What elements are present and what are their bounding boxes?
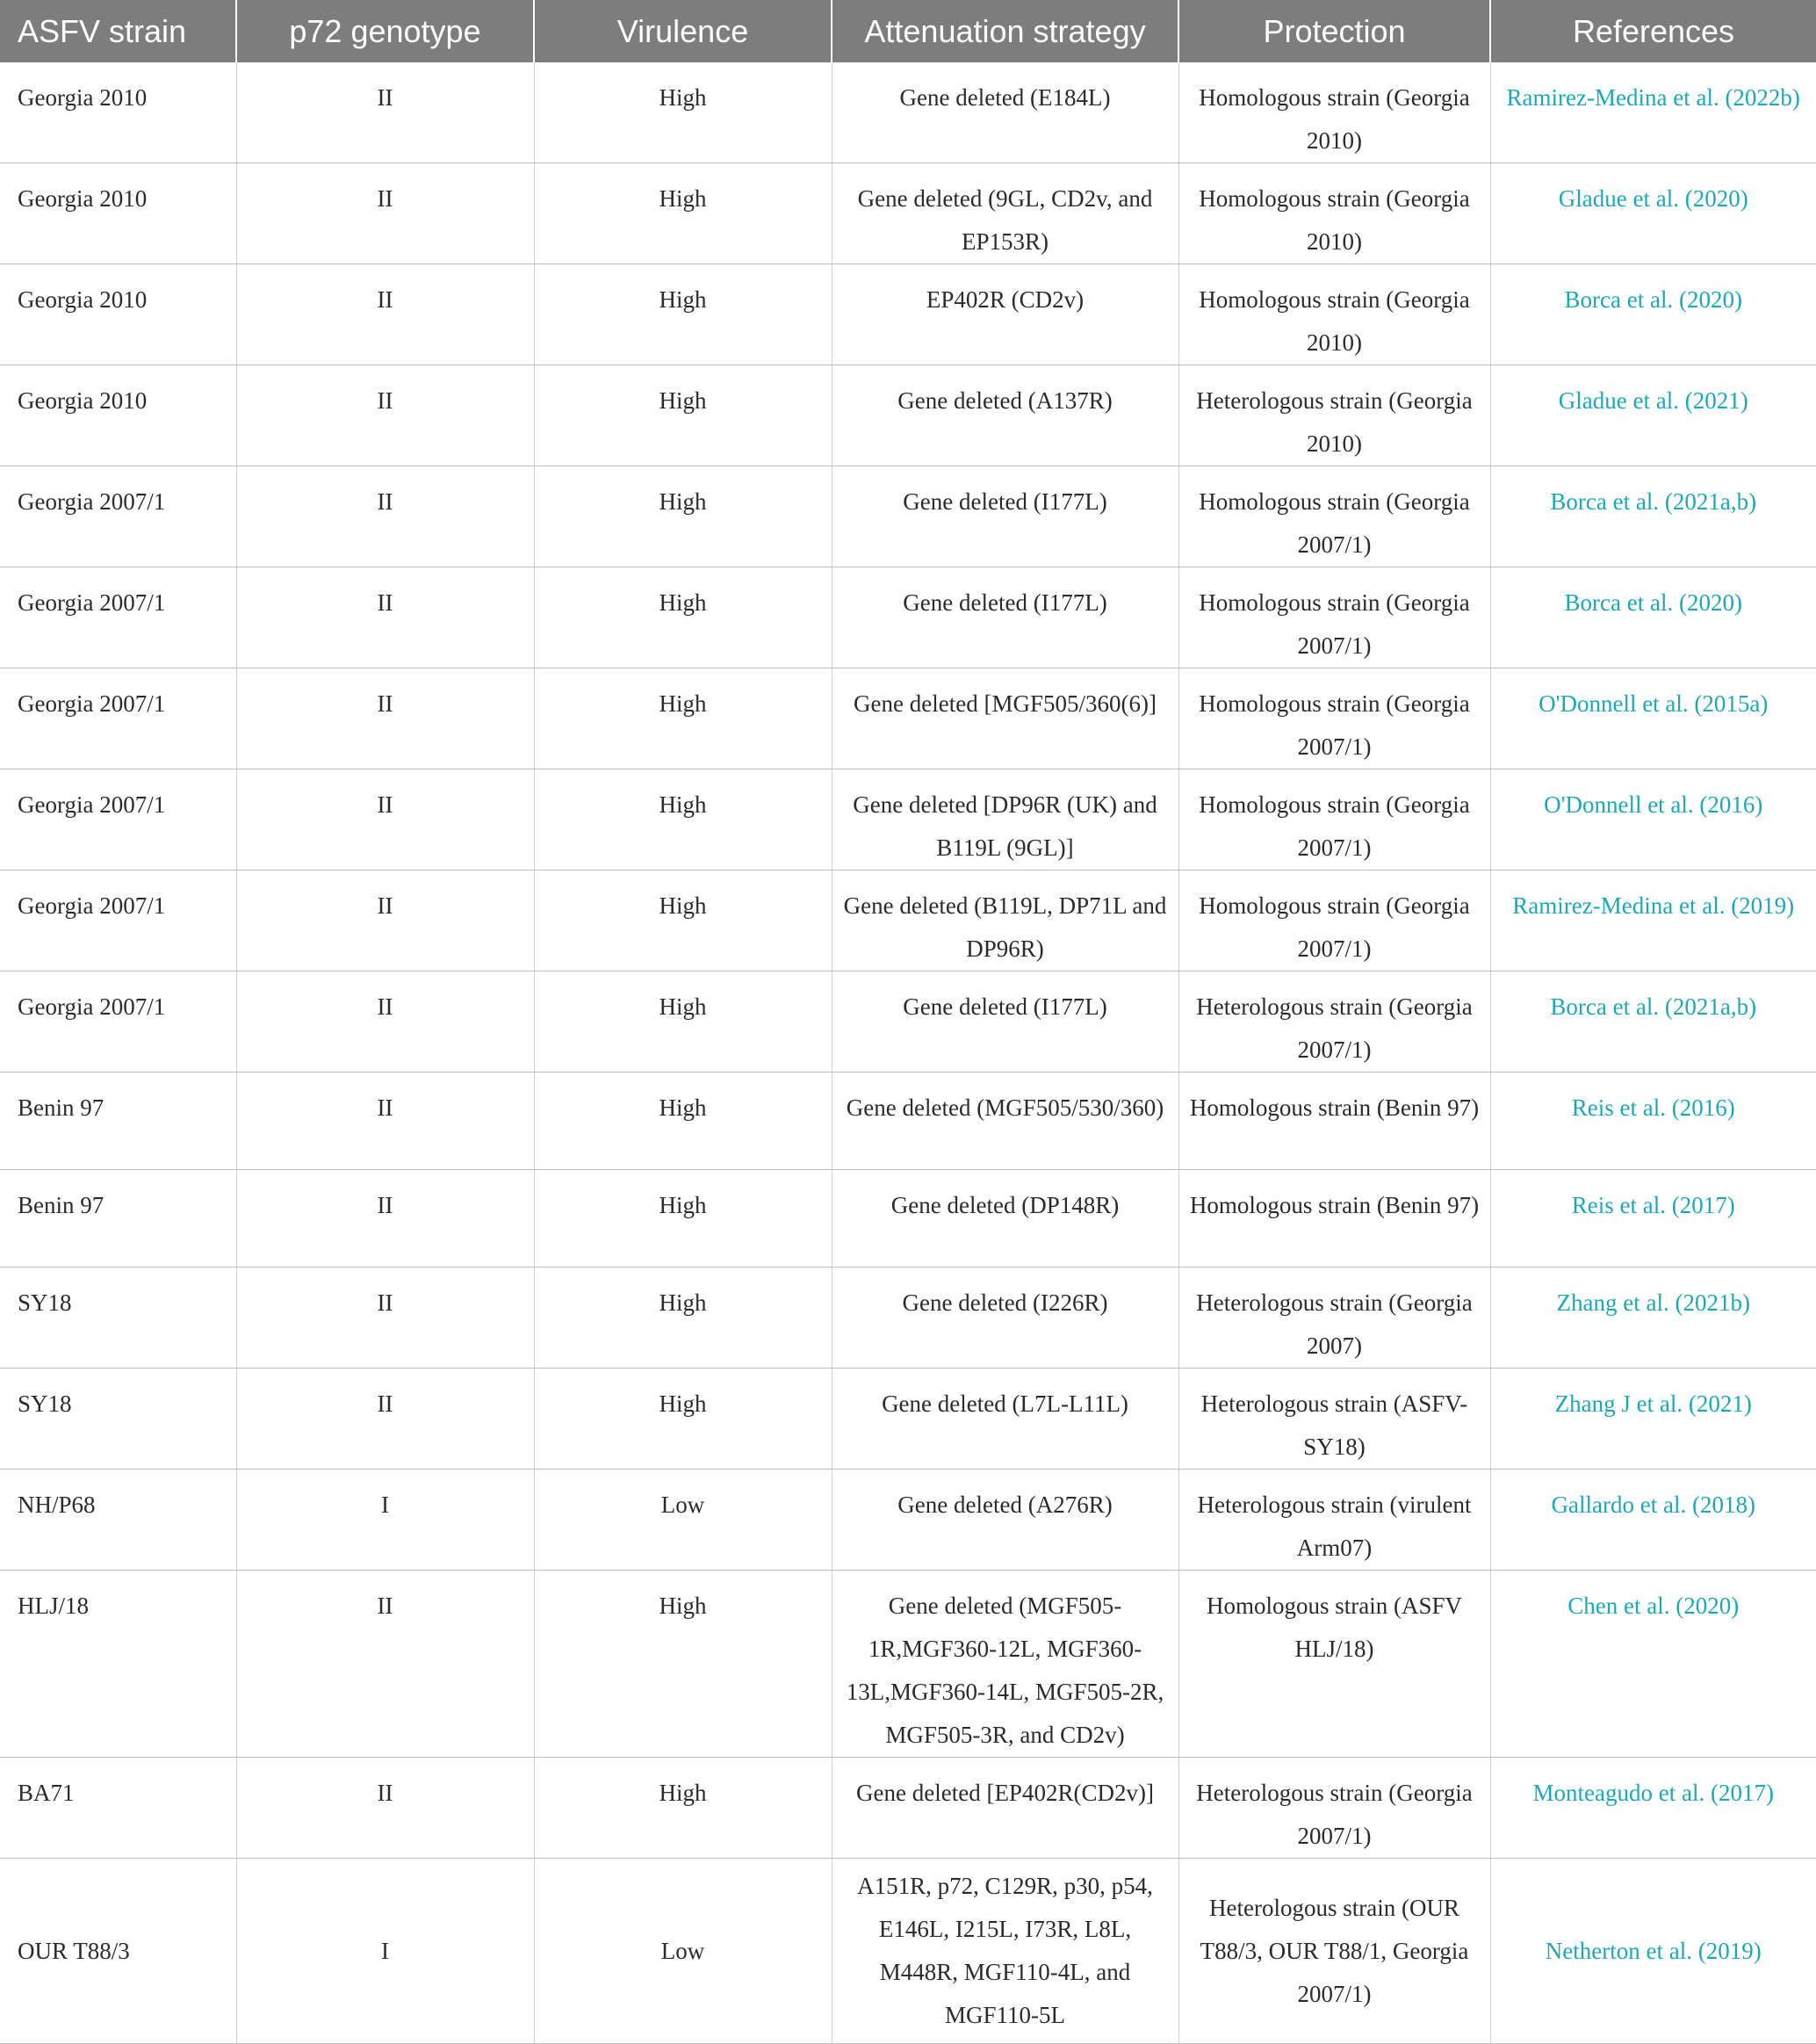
cell-strain: Georgia 2007/1 <box>0 769 236 870</box>
cell-genotype: II <box>236 365 534 466</box>
cell-virulence: High <box>534 1268 832 1369</box>
cell-virulence: High <box>534 1571 832 1758</box>
cell-genotype: II <box>236 1073 534 1170</box>
cell-strain: NH/P68 <box>0 1470 236 1571</box>
reference-link[interactable]: Borca et al. (2020) <box>1490 567 1816 668</box>
table-body <box>0 62 1816 2044</box>
cell-attenuation: Gene deleted [EP402R(CD2v)] <box>832 1758 1178 1859</box>
cell-protection: Homologous strain (Georgia 2007/1) <box>1178 870 1490 971</box>
reference-link[interactable]: Zhang J et al. (2021) <box>1490 1369 1816 1470</box>
table-row <box>0 466 1816 567</box>
cell-protection: Heterologous strain (Georgia 2007/1) <box>1178 1758 1490 1859</box>
table-row <box>0 62 1816 163</box>
cell-protection: Heterologous strain (ASFV-SY18) <box>1178 1369 1490 1470</box>
table-row <box>0 1758 1816 1859</box>
cell-attenuation: Gene deleted (DP148R) <box>832 1170 1178 1268</box>
cell-strain: Georgia 2007/1 <box>0 466 236 567</box>
cell-strain: OUR T88/3 <box>0 1859 236 2044</box>
reference-link[interactable]: Borca et al. (2021a,b) <box>1490 466 1816 567</box>
header-row <box>0 0 1816 62</box>
table-row <box>0 1470 1816 1571</box>
table-row <box>0 769 1816 870</box>
cell-virulence: High <box>534 1170 832 1268</box>
cell-genotype: II <box>236 769 534 870</box>
cell-protection: Homologous strain (Benin 97) <box>1178 1170 1490 1268</box>
header-references: References <box>1490 0 1816 62</box>
cell-attenuation: Gene deleted (A276R) <box>832 1470 1178 1571</box>
cell-genotype: II <box>236 1170 534 1268</box>
cell-protection: Heterologous strain (Georgia 2007/1) <box>1178 971 1490 1073</box>
header-asfv-strain: ASFV strain <box>0 0 236 62</box>
cell-virulence: High <box>534 163 832 264</box>
cell-genotype: II <box>236 668 534 769</box>
table-row <box>0 163 1816 264</box>
cell-attenuation: Gene deleted (E184L) <box>832 62 1178 163</box>
cell-virulence: High <box>534 62 832 163</box>
cell-virulence: High <box>534 1369 832 1470</box>
cell-strain: Georgia 2010 <box>0 62 236 163</box>
cell-virulence: High <box>534 365 832 466</box>
reference-link[interactable]: Monteagudo et al. (2017) <box>1490 1758 1816 1859</box>
cell-virulence: High <box>534 769 832 870</box>
reference-link[interactable]: Ramirez-Medina et al. (2019) <box>1490 870 1816 971</box>
cell-protection: Homologous strain (Georgia 2010) <box>1178 163 1490 264</box>
cell-protection: Homologous strain (Georgia 2010) <box>1178 62 1490 163</box>
cell-genotype: II <box>236 870 534 971</box>
cell-genotype: I <box>236 1470 534 1571</box>
cell-genotype: II <box>236 264 534 365</box>
cell-attenuation: Gene deleted (A137R) <box>832 365 1178 466</box>
reference-link[interactable]: Gallardo et al. (2018) <box>1490 1470 1816 1571</box>
cell-genotype: II <box>236 1758 534 1859</box>
table-row <box>0 365 1816 466</box>
cell-protection: Homologous strain (Georgia 2007/1) <box>1178 466 1490 567</box>
header-virulence: Virulence <box>534 0 832 62</box>
cell-genotype: II <box>236 163 534 264</box>
cell-strain: Georgia 2007/1 <box>0 567 236 668</box>
reference-link[interactable]: O'Donnell et al. (2015a) <box>1490 668 1816 769</box>
reference-link[interactable]: Gladue et al. (2021) <box>1490 365 1816 466</box>
header-protection: Protection <box>1178 0 1490 62</box>
reference-link[interactable]: Netherton et al. (2019) <box>1490 1859 1816 2044</box>
reference-link[interactable]: Borca et al. (2020) <box>1490 264 1816 365</box>
cell-attenuation: Gene deleted (L7L-L11L) <box>832 1369 1178 1470</box>
table-row <box>0 668 1816 769</box>
cell-strain: Georgia 2007/1 <box>0 668 236 769</box>
cell-virulence: High <box>534 264 832 365</box>
cell-virulence: High <box>534 567 832 668</box>
reference-link[interactable]: Ramirez-Medina et al. (2022b) <box>1490 62 1816 163</box>
reference-link[interactable]: Borca et al. (2021a,b) <box>1490 971 1816 1073</box>
table-row <box>0 1859 1816 2044</box>
reference-link[interactable]: Zhang et al. (2021b) <box>1490 1268 1816 1369</box>
cell-strain: Georgia 2007/1 <box>0 870 236 971</box>
reference-link[interactable]: Gladue et al. (2020) <box>1490 163 1816 264</box>
cell-strain: Georgia 2010 <box>0 163 236 264</box>
cell-attenuation: Gene deleted (MGF505-1R,MGF360-12L, MGF360-13L,MGF360-14L, MGF505-2R, MGF505-3R, and CD2v) <box>832 1571 1178 1758</box>
reference-link[interactable]: Reis et al. (2016) <box>1490 1073 1816 1170</box>
cell-strain: SY18 <box>0 1369 236 1470</box>
table-row <box>0 1268 1816 1369</box>
cell-protection: Heterologous strain (virulent Arm07) <box>1178 1470 1490 1571</box>
cell-strain: BA71 <box>0 1758 236 1859</box>
cell-virulence: High <box>534 668 832 769</box>
cell-virulence: Low <box>534 1470 832 1571</box>
cell-virulence: High <box>534 1758 832 1859</box>
cell-virulence: Low <box>534 1859 832 2044</box>
cell-strain: Georgia 2007/1 <box>0 971 236 1073</box>
cell-virulence: High <box>534 466 832 567</box>
cell-attenuation: EP402R (CD2v) <box>832 264 1178 365</box>
cell-strain: Georgia 2010 <box>0 365 236 466</box>
table-row <box>0 1369 1816 1470</box>
cell-attenuation: Gene deleted (I226R) <box>832 1268 1178 1369</box>
reference-link[interactable]: O'Donnell et al. (2016) <box>1490 769 1816 870</box>
cell-protection: Homologous strain (Georgia 2007/1) <box>1178 769 1490 870</box>
cell-attenuation: Gene deleted (I177L) <box>832 567 1178 668</box>
table-row <box>0 264 1816 365</box>
cell-strain: SY18 <box>0 1268 236 1369</box>
cell-genotype: II <box>236 1268 534 1369</box>
cell-attenuation: Gene deleted [DP96R (UK) and B119L (9GL)] <box>832 769 1178 870</box>
header-p72-genotype: p72 genotype <box>236 0 534 62</box>
cell-strain: Benin 97 <box>0 1170 236 1268</box>
table-row <box>0 1170 1816 1268</box>
table-row <box>0 870 1816 971</box>
cell-protection: Heterologous strain (Georgia 2010) <box>1178 365 1490 466</box>
cell-protection: Heterologous strain (Georgia 2007) <box>1178 1268 1490 1369</box>
cell-attenuation: Gene deleted (9GL, CD2v, and EP153R) <box>832 163 1178 264</box>
cell-attenuation: A151R, p72, C129R, p30, p54, E146L, I215L, I73R, L8L, M448R, MGF110-4L, and MGF110-5L <box>832 1859 1178 2044</box>
cell-protection: Homologous strain (Georgia 2007/1) <box>1178 567 1490 668</box>
cell-protection: Homologous strain (ASFV HLJ/18) <box>1178 1571 1490 1758</box>
cell-attenuation: Gene deleted (I177L) <box>832 466 1178 567</box>
cell-virulence: High <box>534 1073 832 1170</box>
table-header <box>0 0 1816 62</box>
cell-attenuation: Gene deleted [MGF505/360(6)] <box>832 668 1178 769</box>
reference-link[interactable]: Reis et al. (2017) <box>1490 1170 1816 1268</box>
cell-attenuation: Gene deleted (B119L, DP71L and DP96R) <box>832 870 1178 971</box>
cell-strain: Benin 97 <box>0 1073 236 1170</box>
cell-genotype: II <box>236 567 534 668</box>
table-row <box>0 1073 1816 1170</box>
table-row <box>0 1571 1816 1758</box>
header-attenuation-strategy: Attenuation strategy <box>832 0 1178 62</box>
cell-genotype: II <box>236 1369 534 1470</box>
cell-attenuation: Gene deleted (MGF505/530/360) <box>832 1073 1178 1170</box>
cell-genotype: II <box>236 466 534 567</box>
cell-strain: HLJ/18 <box>0 1571 236 1758</box>
cell-genotype: II <box>236 62 534 163</box>
cell-genotype: I <box>236 1859 534 2044</box>
table-row <box>0 971 1816 1073</box>
cell-genotype: II <box>236 1571 534 1758</box>
reference-link[interactable]: Chen et al. (2020) <box>1490 1571 1816 1758</box>
cell-virulence: High <box>534 971 832 1073</box>
cell-protection: Homologous strain (Benin 97) <box>1178 1073 1490 1170</box>
cell-protection: Homologous strain (Georgia 2007/1) <box>1178 668 1490 769</box>
cell-protection: Homologous strain (Georgia 2010) <box>1178 264 1490 365</box>
cell-attenuation: Gene deleted (I177L) <box>832 971 1178 1073</box>
table-row <box>0 567 1816 668</box>
cell-strain: Georgia 2010 <box>0 264 236 365</box>
cell-protection: Heterologous strain (OUR T88/3, OUR T88/1, Georgia 2007/1) <box>1178 1859 1490 2044</box>
cell-genotype: II <box>236 971 534 1073</box>
cell-virulence: High <box>534 870 832 971</box>
